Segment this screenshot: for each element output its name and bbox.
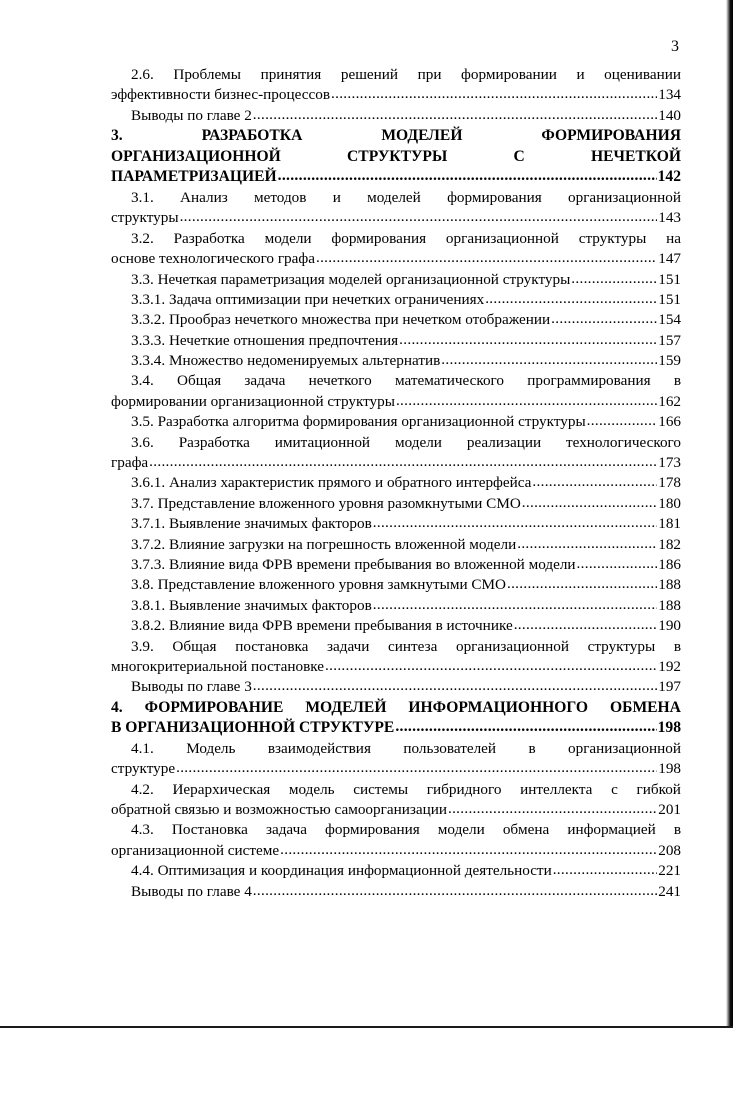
dot-leader (373, 595, 657, 615)
dot-leader (571, 269, 657, 289)
dot-leader (522, 493, 657, 513)
toc-entry-text: 3.4. Общая задача нечеткого математического программирования в (131, 372, 681, 390)
toc-entry (111, 371, 681, 412)
dot-leader (253, 105, 657, 125)
toc-entry-text: 3.6.1. Анализ характеристик прямого и обратного интерфейса (131, 474, 532, 492)
toc-entry-text: основе технологического графа (111, 250, 315, 268)
toc-entry-text: 3.7.3. Влияние вида ФРВ времени пребывания во вложенной модели (131, 555, 576, 573)
toc-entry-text: 3.8.1. Выявление значимых факторов (131, 596, 372, 614)
dot-leader (395, 717, 656, 738)
toc-entry-text: ОРГАНИЗАЦИОННОЙ СТРУКТУРЫ С НЕЧЕТКОЙ (111, 147, 681, 165)
toc-entry-text: 3. РАЗРАБОТКА МОДЕЛЕЙ ФОРМИРОВАНИЯ (111, 127, 681, 145)
toc-entry-text: 3.3.4. Множество недоменируемых альтернатив (131, 352, 441, 370)
blank-area (0, 1028, 733, 1100)
toc-page-number: 143 (658, 209, 681, 227)
toc-chapter-heading (111, 126, 681, 188)
toc-page-number: 190 (658, 617, 681, 635)
toc-entry (111, 310, 681, 330)
toc-page-number: 151 (658, 270, 681, 288)
dot-leader (280, 840, 657, 860)
toc-page-number: 173 (658, 454, 681, 472)
dot-leader (551, 309, 657, 329)
dot-leader (180, 207, 658, 227)
toc-entry (111, 514, 681, 534)
toc-entry (111, 188, 681, 229)
toc-entry-text: 3.3.3. Нечеткие отношения предпочтения (131, 331, 399, 349)
toc-chapter-heading (111, 698, 681, 739)
toc-entry-text: формировании организационной структуры (111, 392, 395, 410)
toc-entry (111, 412, 681, 432)
toc-entry-text: 3.7. Представление вложенного уровня разомкнутыми СМО (131, 494, 521, 512)
toc-entry (111, 882, 681, 902)
toc-page-number: 201 (658, 801, 681, 819)
toc-entry (111, 331, 681, 351)
toc-entry-text: 4. ФОРМИРОВАНИЕ МОДЕЛЕЙ ИНФОРМАЦИОННОГО ОБМЕНА (111, 698, 681, 716)
dot-leader (253, 676, 657, 696)
table-of-contents (111, 65, 681, 902)
toc-entry-text: 3.5. Разработка алгоритма формирования организационной структуры (131, 413, 586, 431)
toc-entry-text: ПАРАМЕТРИЗАЦИЕЙ (111, 168, 277, 186)
toc-entry-text: Выводы по главе 3 (131, 678, 252, 696)
toc-entry (111, 555, 681, 575)
toc-entry (111, 535, 681, 555)
dot-leader (514, 615, 658, 635)
toc-entry (111, 861, 681, 881)
toc-page-number: 182 (658, 535, 681, 553)
toc-page-number: 147 (658, 250, 681, 268)
toc-entry (111, 65, 681, 106)
toc-entry-text: 3.3.2. Прообраз нечеткого множества при нечетком отображении (131, 311, 551, 329)
toc-entry-text: структуре (111, 760, 176, 778)
toc-page-number: 221 (658, 862, 681, 880)
toc-page-number: 157 (658, 331, 681, 349)
toc-entry (111, 351, 681, 371)
toc-page-number: 208 (658, 841, 681, 859)
toc-entry-text: 2.6. Проблемы принятия решений при формировании и оценивании (131, 66, 681, 83)
dot-leader (532, 472, 657, 492)
toc-entry (111, 637, 681, 678)
toc-entry-text: графа (111, 454, 149, 472)
toc-page-number: 159 (658, 352, 681, 370)
dot-leader (587, 411, 658, 431)
page-number: 3 (671, 38, 679, 55)
toc-page-number: 162 (658, 392, 681, 410)
dot-leader (441, 350, 657, 370)
toc-entry-text: 3.8. Представление вложенного уровня замкнутыми СМО (131, 576, 506, 594)
toc-entry-text: 3.7.1. Выявление значимых факторов (131, 515, 372, 533)
toc-entry-text: 3.8.2. Влияние вида ФРВ времени пребывания в источнике (131, 617, 513, 635)
toc-page-number: 192 (658, 657, 681, 675)
toc-page-number: 180 (658, 494, 681, 512)
toc-entry (111, 780, 681, 821)
toc-page-number: 142 (657, 168, 681, 186)
toc-entry (111, 677, 681, 697)
dot-leader (577, 554, 658, 574)
toc-entry (111, 106, 681, 126)
toc-entry-text: многокритериальной постановке (111, 657, 325, 675)
toc-page-number: 241 (658, 882, 681, 900)
toc-entry-text: 4.1. Модель взаимодействия пользователей в организационной (131, 739, 681, 757)
toc-entry (111, 494, 681, 514)
toc-page-number: 197 (658, 678, 681, 696)
toc-entry (111, 575, 681, 595)
dot-leader (331, 84, 657, 104)
dot-leader (176, 758, 657, 778)
toc-entry (111, 270, 681, 290)
toc-entry-text: Выводы по главе 4 (131, 882, 252, 900)
toc-entry (111, 820, 681, 861)
dot-leader (448, 799, 657, 819)
toc-entry-text: 4.4. Оптимизация и координация информационной деятельности (131, 862, 552, 880)
toc-page-number: 166 (658, 413, 681, 431)
toc-entry (111, 290, 681, 310)
toc-entry (111, 616, 681, 636)
dot-leader (517, 534, 657, 554)
toc-entry-text: 4.3. Постановка задача формирования модели обмена информацией в (131, 821, 681, 839)
dot-leader (396, 391, 657, 411)
dot-leader (253, 881, 657, 901)
toc-entry-text: обратной связью и возможностью самоорганизации (111, 801, 447, 819)
toc-entry (111, 596, 681, 616)
dot-leader (507, 574, 657, 594)
dot-leader (325, 656, 657, 676)
toc-entry-text: 3.3.1. Задача оптимизации при нечетких ограничениях (131, 290, 485, 308)
dot-leader (149, 452, 657, 472)
toc-entry-text: 3.6. Разработка имитационной модели реализации технологического (131, 433, 681, 451)
toc-entry-text: В ОРГАНИЗАЦИОННОЙ СТРУКТУРЕ (111, 719, 395, 737)
toc-page-number: 178 (658, 474, 681, 492)
toc-entry-text: структуры (111, 209, 179, 227)
toc-page-number: 140 (658, 106, 681, 124)
toc-entry-text: Выводы по главе 2 (131, 106, 252, 124)
toc-page-number: 181 (658, 515, 681, 533)
dot-leader (278, 166, 657, 187)
toc-entry-text: 3.3. Нечеткая параметризация моделей организационной структуры (131, 270, 571, 288)
dot-leader (553, 860, 658, 880)
dot-leader (316, 248, 657, 268)
toc-entry-text: 3.9. Общая постановка задачи синтеза организационной структуры в (131, 637, 681, 655)
toc-entry-text: 4.2. Иерархическая модель системы гибридного интеллекта с гибкой (131, 780, 681, 798)
toc-entry-text: организационной системе (111, 841, 280, 859)
toc-entry-text: 3.2. Разработка модели формирования организационной структуры на (131, 229, 681, 247)
dot-leader (485, 289, 657, 309)
toc-page-number: 151 (658, 290, 681, 308)
toc-page-number: 186 (658, 555, 681, 573)
toc-page-number: 198 (657, 719, 681, 737)
dot-leader (399, 330, 657, 350)
toc-page-number: 188 (658, 576, 681, 594)
toc-entry-text: эффективности бизнес-процессов (111, 86, 330, 104)
scan-edge-right (726, 0, 733, 1028)
toc-page-number: 198 (658, 760, 681, 778)
toc-entry (111, 739, 681, 780)
toc-entry (111, 229, 681, 270)
toc-page-number: 188 (658, 596, 681, 614)
toc-entry (111, 433, 681, 474)
toc-page-number: 134 (658, 86, 681, 104)
toc-entry-text: 3.1. Анализ методов и моделей формирования организационной (131, 188, 681, 206)
toc-entry (111, 473, 681, 493)
dot-leader (373, 513, 657, 533)
toc-page-number: 154 (658, 311, 681, 329)
toc-entry-text: 3.7.2. Влияние загрузки на погрешность вложенной модели (131, 535, 517, 553)
